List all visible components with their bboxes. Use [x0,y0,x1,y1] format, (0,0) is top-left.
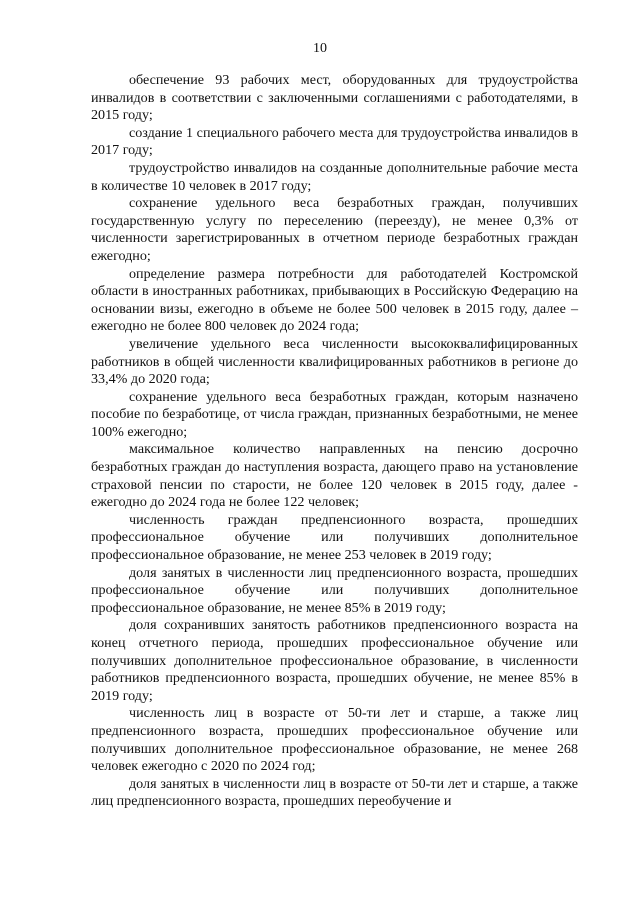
paragraph-age-50-employed-share: доля занятых в численности лиц в возрасте от 50-ти лет и старше, а также лиц предпенсионного возраста, прошедших переобучение и [91,775,578,810]
paragraph-prepension-employed-share: доля занятых в численности лиц предпенсионного возраста, прошедших профессиональное обучение или получивших дополнительное профессиональное образование, не менее 85% в 2019 году; [91,564,578,616]
document-body [91,72,578,811]
paragraph-early-pension-max: максимальное количество направленных на пенсию досрочно безработных граждан до наступления возраста, дающего право на установление страховой пенсии по старости, не более 120 человек в 2015 году, далее - ежегодно до 2024 года не более 122 человек; [91,441,578,511]
paragraph-age-50-trained-count: численность лиц в возрасте от 50-ти лет и старше, а также лиц предпенсионного возраста, прошедших профессиональное обучение или получивших дополнительное профессиональное образование, не менее 268 человек ежегодно с 2020 по 2024 год; [91,705,578,775]
paragraph-foreign-workers-demand: определение размера потребности для работодателей Костромской области в иностранных работниках, прибывающих в Российскую Федерацию на основании визы, ежегодно в объеме не более 500 человек в 2015 году, далее – ежегодно не более 800 человек до 2024 года; [91,265,578,335]
paragraph-relocation-share: сохранение удельного веса безработных граждан, получивших государственную услугу по переселению (переезду), не менее 0,3% от численности зарегистрированных в отчетном периоде безработных граждан ежегодно; [91,195,578,264]
paragraph-unemployment-benefit-share: сохранение удельного веса безработных граждан, которым назначено пособие по безработице, от числа граждан, признанных безработными, не менее 100% ежегодно; [91,388,578,440]
paragraph-disabled-employment-2017: трудоустройство инвалидов на созданные дополнительные рабочие места в количестве 10 человек в 2017 году; [91,159,578,194]
page-number: 10 [313,41,327,56]
paragraph-prepension-trained-count: численность граждан предпенсионного возраста, прошедших профессиональное обучение или получивших дополнительное профессиональное образование, не менее 253 человек в 2019 году; [91,511,578,564]
paragraph-jobs-equipped-2015: обеспечение 93 рабочих мест, оборудованных для трудоустройства инвалидов в соответствии с заключенными соглашениями с работодателями, в 2015 году; [91,72,578,124]
paragraph-special-workplace-2017: создание 1 специального рабочего места для трудоустройства инвалидов в 2017 году; [91,124,578,159]
paragraph-high-skilled-share: увеличение удельного веса численности высококвалифицированных работников в общей численности квалифицированных работников в регионе до 33,4% до 2020 года; [91,335,578,388]
paragraph-prepension-retained-share: доля сохранивших занятость работников предпенсионного возраста на конец отчетного периода, прошедших профессиональное обучение или получивших дополнительное профессиональное образование, в численности работников предпенсионного возраста, прошедших обучение, не менее 85% в 2019 году; [91,617,578,704]
